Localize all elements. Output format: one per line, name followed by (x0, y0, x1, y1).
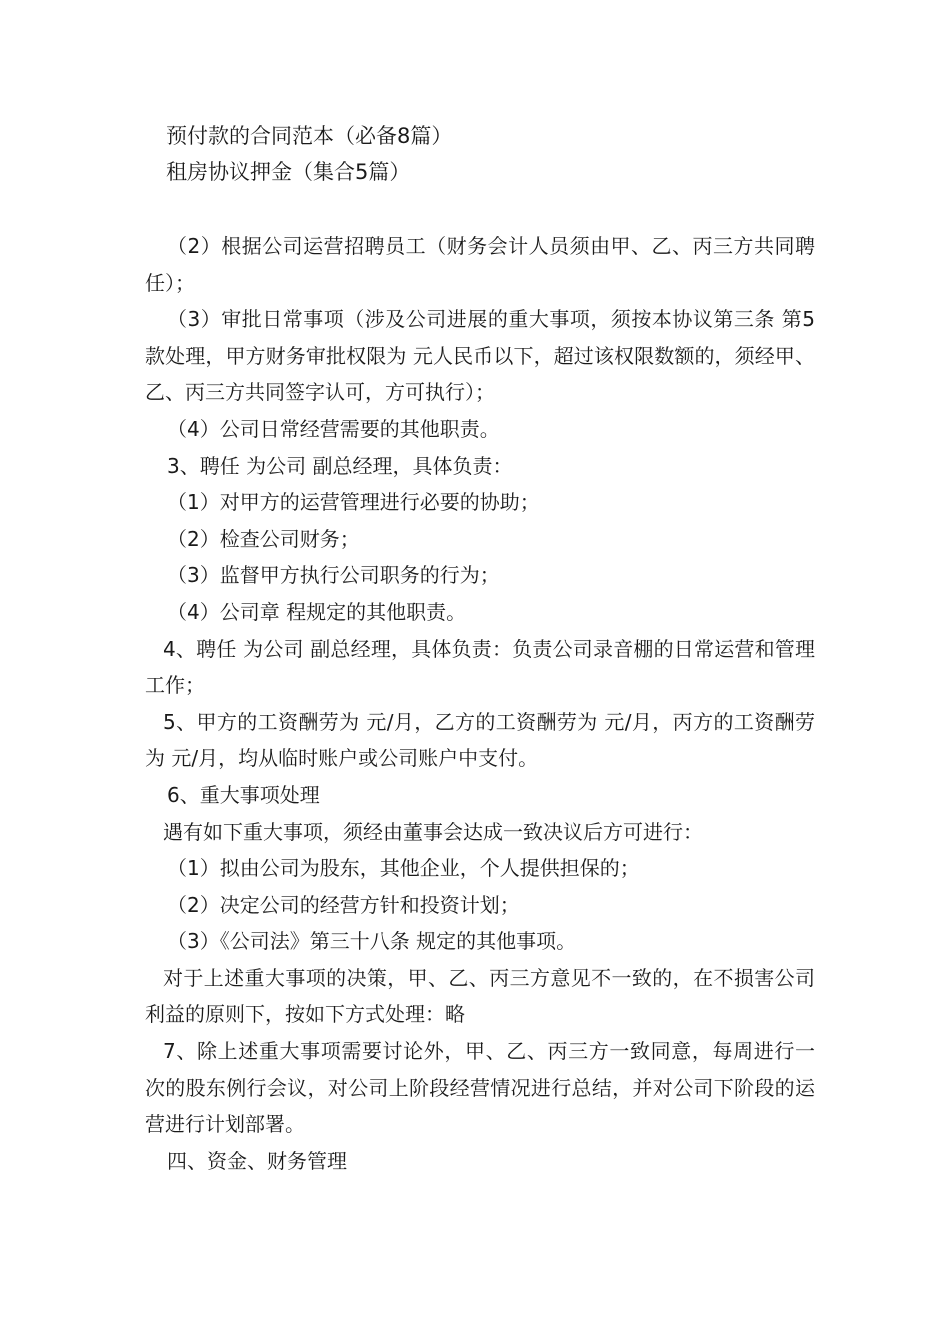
paragraph-2-4: （4）公司日常经营需要的其他职责。 (167, 416, 500, 441)
paragraph-3-4: （4）公司章 程规定的其他职责。 (167, 599, 467, 624)
related-title-1: 预付款的合同范本（必备8篇） (166, 124, 453, 148)
paragraph-3-3: （3）监督甲方执行公司职务的行为； (167, 563, 500, 588)
paragraph-5: 5、甲方的工资酬劳为 元/月，乙方的工资酬劳为 元/月，丙方的工资酬劳为 元/月，均从临时账户或公司账户中支付。 (145, 709, 815, 771)
paragraph-6-intro: 遇有如下重大事项，须经由董事会达成一致决议后方可进行： (163, 819, 703, 844)
paragraph-3-2: （2）检查公司财务； (167, 526, 360, 551)
related-titles (166, 118, 866, 190)
paragraph-2-3: （3）审批日常事项（涉及公司进展的重大事项，须按本协议第三条 第5款处理，甲方财务审批权限为 元人民币以下，超过该权限数额的，须经甲、乙、丙三方共同签字认可，方可执行）； (145, 307, 815, 405)
paragraph-6-3: （3）《公司法》第三十八条 规定的其他事项。 (167, 929, 577, 954)
section-4-heading: 四、资金、财务管理 (167, 1148, 347, 1173)
paragraph-6-decision: 对于上述重大事项的决策，甲、乙、丙三方意见不一致的，在不损害公司利益的原则下，按如下方式处理：略 (145, 965, 815, 1027)
paragraph-6-1: （1）拟由公司为股东，其他企业，个人提供担保的； (167, 856, 640, 881)
related-title-2: 租房协议押金（集合5篇） (166, 160, 411, 184)
paragraph-2-1: （2）根据公司运营招聘员工（财务会计人员须由甲、乙、丙三方共同聘任）； (145, 234, 815, 295)
paragraph-3: 3、聘任 为公司 副总经理，具体负责： (167, 453, 513, 478)
paragraph-6-2: （2）决定公司的经营方针和投资计划； (167, 892, 520, 917)
paragraph-6: 6、重大事项处理 (167, 782, 320, 807)
paragraph-3-1: （1）对甲方的运营管理进行必要的协助； (167, 490, 540, 515)
paragraph-4: 4、聘任 为公司 副总经理，具体负责：负责公司录音棚的日常运营和管理工作； (145, 636, 815, 698)
paragraph-7: 7、除上述重大事项需要讨论外，甲、乙、丙三方一致同意，每周进行一次的股东例行会议，对公司上阶段经营情况进行总结，并对公司下阶段的运营进行计划部署。 (145, 1039, 815, 1137)
document-body (145, 228, 815, 1179)
